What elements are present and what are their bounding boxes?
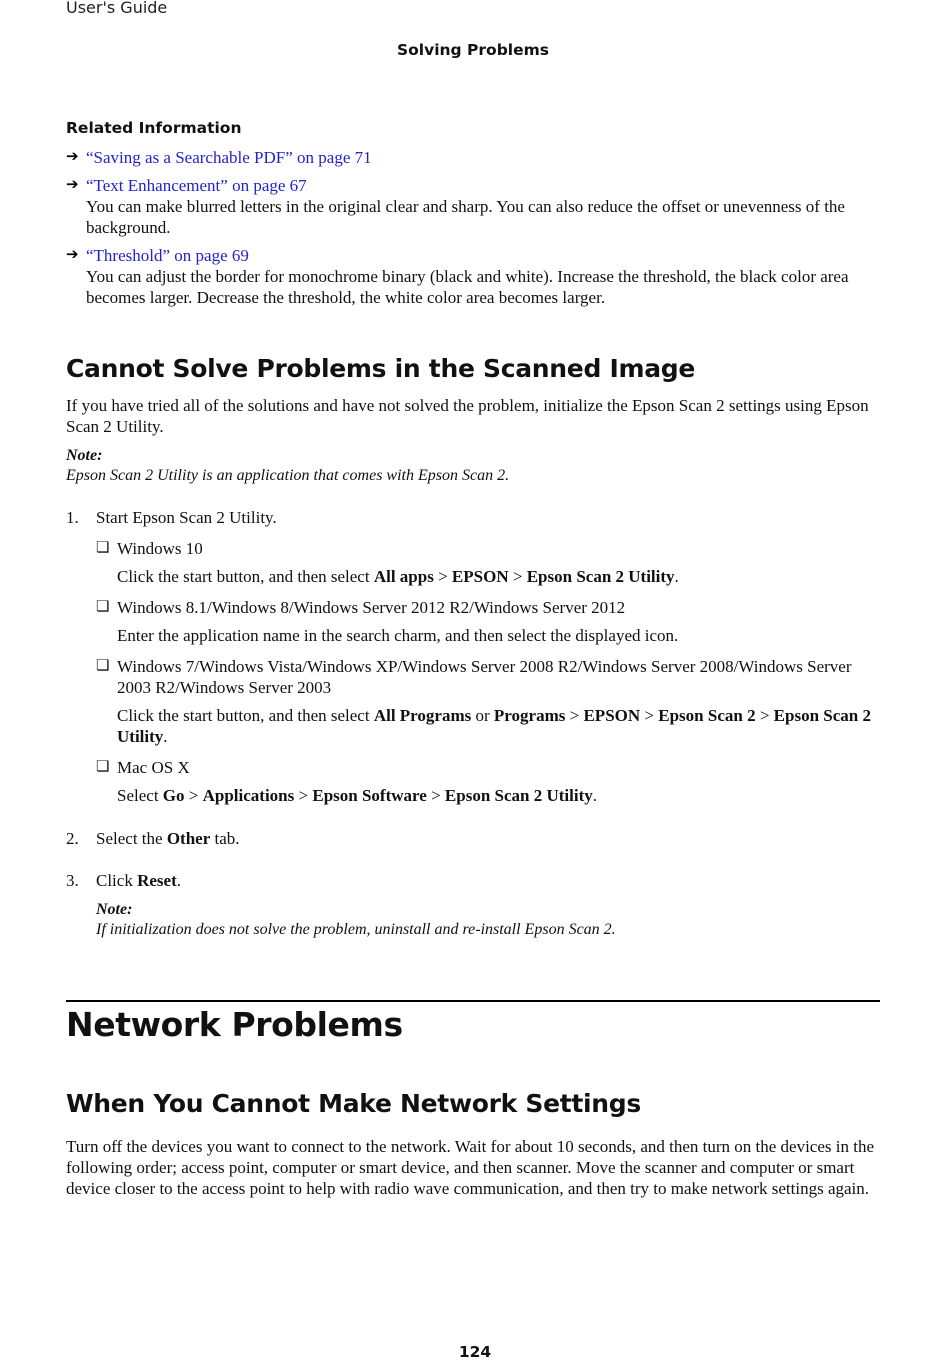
section-heading-scanned-image: Cannot Solve Problems in the Scanned Image [66,354,696,383]
checkbox-icon: ❏ [96,599,110,615]
section-divider [66,1000,880,1002]
sub-item-windows-8 [96,597,880,618]
note-text: Epson Scan 2 Utility is an application that comes with Epson Scan 2. [66,467,510,484]
sub-item-description: Enter the application name in the search charm, and then select the displayed icon. [117,626,679,645]
sub-item-description: Click the start button, and then select All Programs or Programs > EPSON > Epson Scan 2 > Epson Scan 2 Utility. [117,706,871,746]
step-3 [66,870,880,891]
sub-item-description: Select Go > Applications > Epson Software > Epson Scan 2 Utility. [117,786,597,805]
step-1 [66,507,880,528]
page-header [66,0,880,64]
arrow-right-icon: ➔ [66,177,79,193]
chapter-heading-network-problems: Network Problems [66,1005,403,1044]
sub-item-title: Windows 10 [117,539,203,558]
arrow-right-icon: ➔ [66,149,79,165]
section-heading-network-settings: When You Cannot Make Network Settings [66,1089,641,1118]
sub-item-windows-10 [96,538,880,559]
section-title: Solving Problems [396,41,550,59]
step-text: Select the Other tab. [96,829,240,848]
related-information-heading: Related Information [66,119,242,137]
step-text: Click Reset. [96,871,181,890]
sub-item-description: Click the start button, and then select All apps > EPSON > Epson Scan 2 Utility. [117,567,679,586]
sub-item-title: Windows 8.1/Windows 8/Windows Server 2012 R2/Windows Server 2012 [117,598,626,617]
checkbox-icon: ❏ [96,658,110,674]
step-text: Start Epson Scan 2 Utility. [96,508,277,527]
related-information [66,116,880,308]
link-saving-searchable-pdf[interactable]: “Saving as a Searchable PDF” on page 71 [86,148,372,167]
network-section [66,1088,880,1199]
link-threshold[interactable]: “Threshold” on page 69 [86,246,249,265]
related-link-row [66,147,880,168]
link-description: You can adjust the border for monochrome binary (black and white). Increase the threshold, the black color area becomes larger. Decrease the threshold, the white color area becomes larger. [86,267,849,307]
note-text: If initialization does not solve the problem, uninstall and re-install Epson Scan 2. [96,921,616,938]
checkbox-icon: ❏ [96,759,110,775]
main-content [66,116,880,940]
note-title: Note: [66,447,103,464]
link-text-enhancement[interactable]: “Text Enhancement” on page 67 [86,176,307,195]
sub-item-windows-7 [96,656,880,698]
step-number: 1. [66,508,79,527]
step-2 [66,828,880,849]
guide-title: User's Guide [66,0,168,17]
checkbox-icon: ❏ [96,540,110,556]
step-number: 3. [66,871,79,890]
related-link-row [66,175,880,196]
step-3-note [96,900,880,940]
related-link-row [66,245,880,266]
intro-paragraph: If you have tried all of the solutions and have not solved the problem, initialize the Epson Scan 2 settings using Epson Scan 2 Utility. [66,396,869,436]
network-body-paragraph: Turn off the devices you want to connect to the network. Wait for about 10 seconds, and then turn on the devices in the following order; access point, computer or smart device, and then scanner. Move the scanner and computer or smart device closer to the access point to help with radio wave communication, and then try to make network settings again. [66,1137,874,1198]
sub-item-mac [96,757,880,778]
sub-item-title: Windows 7/Windows Vista/Windows XP/Windows Server 2008 R2/Windows Server 2008/Windows Server 2003 R2/Windows Server 2003 [117,657,852,697]
note-box [66,446,880,486]
step-number: 2. [66,829,79,848]
sub-item-title: Mac OS X [117,758,190,777]
note-title: Note: [96,901,133,918]
page-number: 124 [458,1343,492,1361]
link-description: You can make blurred letters in the original clear and sharp. You can also reduce the offset or unevenness of the background. [86,197,845,237]
arrow-right-icon: ➔ [66,247,79,263]
